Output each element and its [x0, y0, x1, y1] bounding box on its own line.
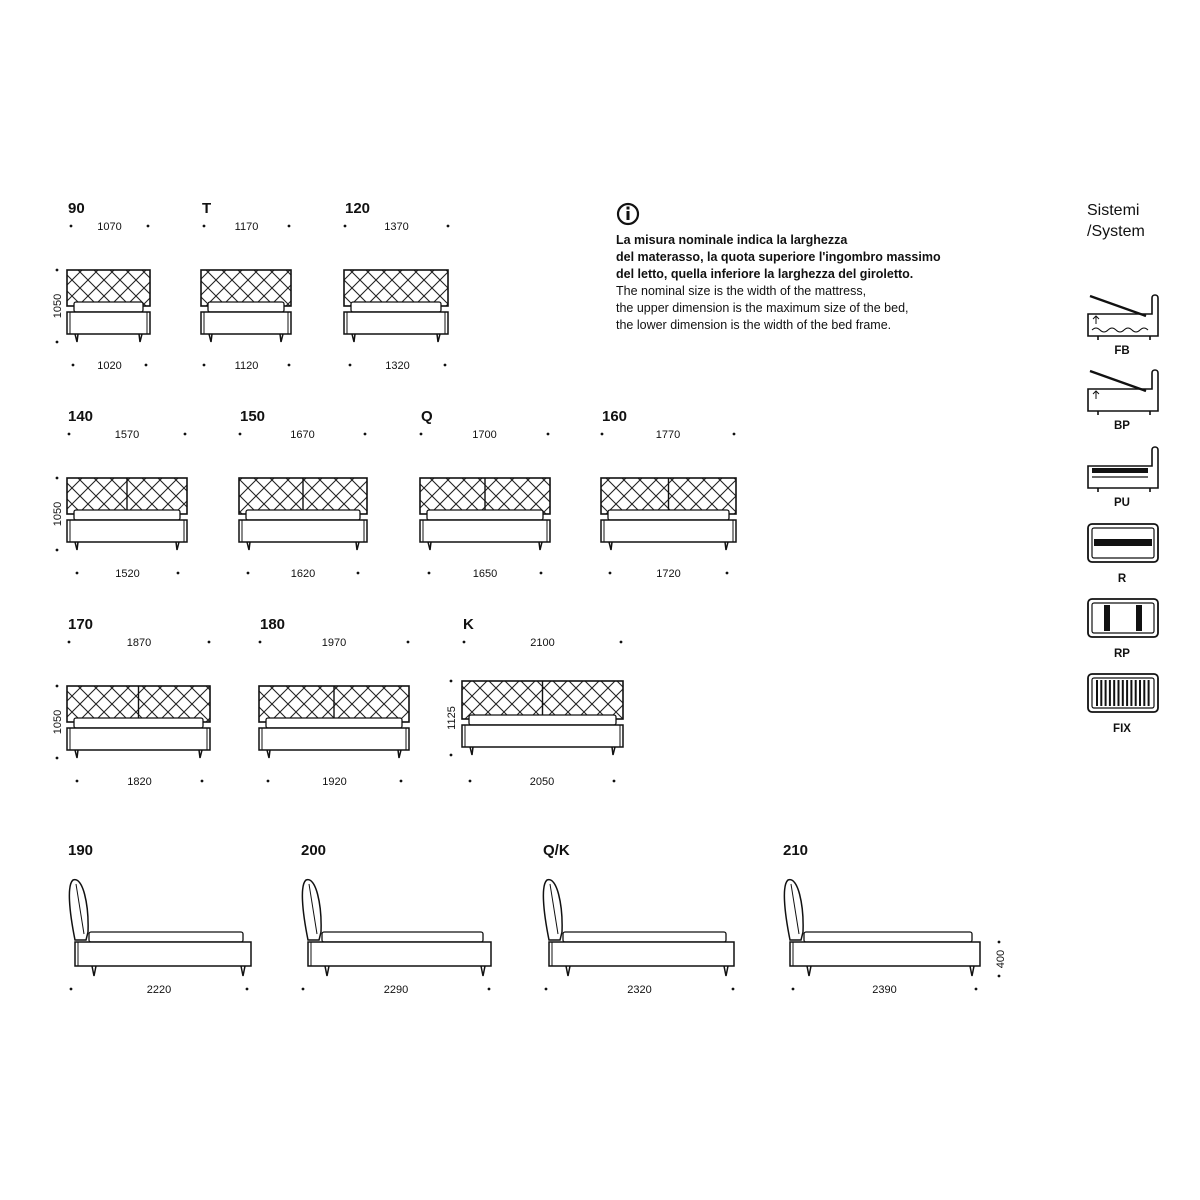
dimension-dot	[357, 572, 360, 575]
storage-wave	[1092, 328, 1148, 332]
system-label: PU	[1114, 497, 1130, 509]
size-label: 210	[783, 842, 809, 859]
dimension-dot	[420, 433, 423, 436]
dimension-dot	[344, 225, 347, 228]
headboard	[201, 270, 291, 306]
front-view-180	[259, 616, 410, 788]
mattress	[74, 302, 143, 312]
bed-frame	[67, 520, 187, 542]
dimension-dot	[72, 364, 75, 367]
size-label: 170	[68, 616, 94, 633]
bed-frame	[308, 942, 491, 966]
bed-frame	[420, 520, 550, 542]
dimension-dot	[609, 572, 612, 575]
length-dimension: 2290	[383, 984, 409, 996]
system-label: RP	[1114, 648, 1130, 660]
dimension-dot	[70, 225, 73, 228]
dimension-dot	[792, 988, 795, 991]
note-it-line: del letto, quella inferiore la larghezza del giroletto.	[616, 267, 914, 281]
bed-leg	[356, 542, 359, 550]
length-dimension: 2220	[146, 984, 172, 996]
bed-frame	[344, 312, 448, 334]
systems-title-it: Sistemi	[1087, 202, 1140, 219]
mattress	[74, 718, 203, 728]
dimension-dot	[732, 988, 735, 991]
size-label: 200	[301, 842, 327, 859]
bed-leg	[241, 966, 245, 976]
max-width-dimension: 1870	[126, 637, 152, 649]
bed-leg	[807, 966, 811, 976]
system-label: BP	[1114, 420, 1130, 432]
dimension-dot	[56, 549, 59, 552]
dimension-dot	[547, 433, 550, 436]
bed-leg	[75, 334, 78, 342]
height-dimension: 1050	[52, 501, 64, 527]
frame-width-dimension: 1650	[472, 568, 498, 580]
bed-leg	[325, 966, 329, 976]
system-label: FB	[1114, 345, 1130, 357]
dimension-dot	[177, 572, 180, 575]
max-width-dimension: 1370	[384, 221, 409, 233]
side-view-q-k	[543, 842, 734, 996]
dimension-dot	[447, 225, 450, 228]
dimension-dot	[601, 433, 604, 436]
lifting-base	[1090, 371, 1146, 391]
max-width-dimension: 1670	[290, 429, 315, 441]
headboard-cushion	[302, 880, 321, 940]
bed-leg	[612, 747, 615, 755]
dimension-dot	[76, 572, 79, 575]
base-rp-icon	[1088, 599, 1158, 660]
bed-leg	[352, 334, 355, 342]
dimension-dot	[239, 433, 242, 436]
note-en-line: the upper dimension is the maximum size of the bed,	[616, 301, 909, 315]
bed-leg	[209, 334, 212, 342]
size-label: Q	[421, 408, 433, 425]
base-bar	[1094, 539, 1152, 546]
front-view-90	[52, 200, 150, 372]
bed-leg	[199, 750, 202, 758]
headboard-cushion	[543, 880, 562, 940]
dimension-dot	[488, 988, 491, 991]
dimension-dot	[259, 641, 262, 644]
bed-leg	[539, 542, 542, 550]
dimension-dot	[56, 341, 59, 344]
bed-leg	[609, 542, 612, 550]
bed-leg	[724, 966, 728, 976]
base-bar	[1136, 605, 1142, 631]
frame-width-dimension: 1620	[290, 568, 316, 580]
mattress	[608, 510, 729, 520]
bed-leg	[267, 750, 270, 758]
size-label: 120	[345, 200, 371, 217]
size-label: 160	[602, 408, 628, 425]
frame-width-dimension: 1520	[115, 568, 140, 580]
front-view-k	[446, 616, 623, 788]
bed-leg	[92, 966, 96, 976]
bed-leg	[75, 750, 78, 758]
base-outer	[1088, 599, 1158, 637]
front-view-150	[239, 408, 367, 580]
dimension-dot	[70, 988, 73, 991]
bed-leg	[176, 542, 179, 550]
dimension-dot	[288, 225, 291, 228]
dimension-dot	[288, 364, 291, 367]
dimension-dot	[428, 572, 431, 575]
dimension-dot	[400, 780, 403, 783]
mattress	[427, 510, 543, 520]
bed-frame	[67, 312, 150, 334]
headboard	[67, 270, 150, 306]
mattress	[563, 932, 726, 942]
height-dimension: 1125	[446, 706, 458, 730]
bed-frame	[201, 312, 291, 334]
frame-width-dimension: 1920	[322, 776, 347, 788]
dimension-dot	[302, 988, 305, 991]
bed-leg	[470, 747, 473, 755]
bed-frame	[462, 725, 623, 747]
dimension-dot	[184, 433, 187, 436]
systems-title-en: /System	[1087, 223, 1145, 240]
mattress	[74, 510, 180, 520]
bed-leg	[247, 542, 250, 550]
headboard	[344, 270, 448, 306]
mattress	[89, 932, 243, 942]
dimension-dot	[998, 975, 1001, 978]
dimension-dot	[68, 433, 71, 436]
mattress	[266, 718, 402, 728]
slatted-base-icon	[1088, 447, 1158, 509]
size-label: 140	[68, 408, 94, 425]
size-label: 180	[260, 616, 286, 633]
bed-frame	[239, 520, 367, 542]
size-label: Q/K	[543, 842, 570, 859]
base-r-icon	[1088, 524, 1158, 585]
bed-leg	[139, 334, 142, 342]
bed-frame	[259, 728, 409, 750]
bed-leg	[75, 542, 78, 550]
bed-leg	[398, 750, 401, 758]
front-view-170	[52, 616, 210, 788]
dimension-dot	[349, 364, 352, 367]
dimension-dot	[203, 225, 206, 228]
frame-width-dimension: 1320	[385, 360, 410, 372]
front-view-t	[201, 200, 291, 372]
side-view-200	[301, 842, 491, 996]
max-width-dimension: 1170	[234, 221, 259, 233]
headboard-cushion	[69, 880, 88, 940]
frame-width-dimension: 1720	[656, 568, 681, 580]
dimension-dot	[267, 780, 270, 783]
headboard-cushion	[784, 880, 803, 940]
dimension-dot	[246, 988, 249, 991]
size-label: 150	[240, 408, 266, 425]
front-view-140	[52, 408, 187, 580]
bed-frame	[75, 942, 251, 966]
size-label: 190	[68, 842, 94, 859]
frame-width-dimension: 1020	[97, 360, 122, 372]
bed-frame	[549, 942, 734, 966]
frame-width-dimension: 1820	[127, 776, 152, 788]
dimension-dot	[203, 364, 206, 367]
front-view-q	[420, 408, 550, 580]
max-width-dimension: 1700	[472, 429, 497, 441]
max-width-dimension: 1770	[655, 429, 681, 441]
bed-frame	[790, 942, 980, 966]
system-label: FIX	[1113, 723, 1131, 735]
bed-leg	[970, 966, 974, 976]
dimension-dot	[463, 641, 466, 644]
max-width-dimension: 2100	[530, 637, 555, 649]
size-label: T	[202, 200, 212, 217]
mattress	[246, 510, 360, 520]
dimension-dot	[56, 477, 59, 480]
frame-width-dimension: 2050	[529, 776, 555, 788]
dimension-dot	[68, 641, 71, 644]
dimension-dot	[450, 680, 453, 683]
dimension-dot	[147, 225, 150, 228]
dimension-dot	[364, 433, 367, 436]
side-view-190	[68, 842, 251, 996]
base-fix-icon	[1088, 674, 1158, 735]
size-label: 90	[68, 200, 85, 217]
dimension-dot	[613, 780, 616, 783]
storage-lift-icon	[1088, 370, 1158, 432]
height-dimension: 1050	[52, 293, 64, 319]
bed-outline	[1088, 370, 1158, 411]
dimension-dot	[733, 433, 736, 436]
dimension-dot	[201, 780, 204, 783]
size-label: K	[463, 616, 474, 633]
height-dimension: 1050	[52, 709, 64, 735]
dimension-dot	[620, 641, 623, 644]
note-it-line: La misura nominale indica la larghezza	[616, 233, 848, 247]
dimension-dot	[545, 988, 548, 991]
frame-width-dimension: 1120	[234, 360, 259, 372]
front-view-160	[601, 408, 736, 580]
mattress	[351, 302, 441, 312]
dimension-dot	[145, 364, 148, 367]
length-dimension: 2320	[627, 984, 652, 996]
size-note	[616, 232, 996, 334]
lift-arrow	[1093, 391, 1099, 399]
front-view-120	[344, 200, 450, 372]
bed-height-dimension: 400	[995, 949, 1007, 969]
mattress	[322, 932, 483, 942]
dimension-dot	[56, 269, 59, 272]
note-it-line: del materasso, la quota superiore l'ingombro massimo	[616, 250, 941, 264]
slat-bar	[1092, 468, 1148, 473]
dimension-dot	[444, 364, 447, 367]
bed-frame	[67, 728, 210, 750]
dimension-dot	[56, 757, 59, 760]
dimension-dot	[76, 780, 79, 783]
dimension-dot	[975, 988, 978, 991]
dimension-dot	[540, 572, 543, 575]
dimension-dot	[247, 572, 250, 575]
system-label: R	[1117, 573, 1127, 585]
bed-leg	[566, 966, 570, 976]
storage-lift-icon	[1088, 295, 1158, 357]
bed-leg	[725, 542, 728, 550]
note-en-line: The nominal size is the width of the mattress,	[616, 284, 867, 298]
dimension-dot	[56, 685, 59, 688]
side-view-210	[783, 842, 980, 996]
lifting-base	[1090, 296, 1146, 316]
bed-frame	[601, 520, 736, 542]
dimension-dot	[469, 780, 472, 783]
dimension-dot	[998, 941, 1001, 944]
bed-leg	[280, 334, 283, 342]
info-icon	[618, 204, 638, 224]
mattress	[208, 302, 284, 312]
bed-leg	[481, 966, 485, 976]
mattress	[469, 715, 616, 725]
bed-outline	[1088, 447, 1158, 488]
base-bar	[1104, 605, 1110, 631]
dimension-dot	[208, 641, 211, 644]
systems-title	[1087, 200, 1145, 242]
max-width-dimension: 1070	[97, 221, 122, 233]
dimension-dot	[407, 641, 410, 644]
bed-leg	[437, 334, 440, 342]
bed-leg	[428, 542, 431, 550]
base-inner	[1092, 603, 1154, 633]
dimension-dot	[726, 572, 729, 575]
lift-arrow	[1093, 316, 1099, 324]
length-dimension: 2390	[872, 984, 897, 996]
mattress	[804, 932, 972, 942]
max-width-dimension: 1970	[321, 637, 347, 649]
max-width-dimension: 1570	[114, 429, 140, 441]
dimension-dot	[450, 754, 453, 757]
note-en-line: the lower dimension is the width of the bed frame.	[616, 318, 892, 332]
